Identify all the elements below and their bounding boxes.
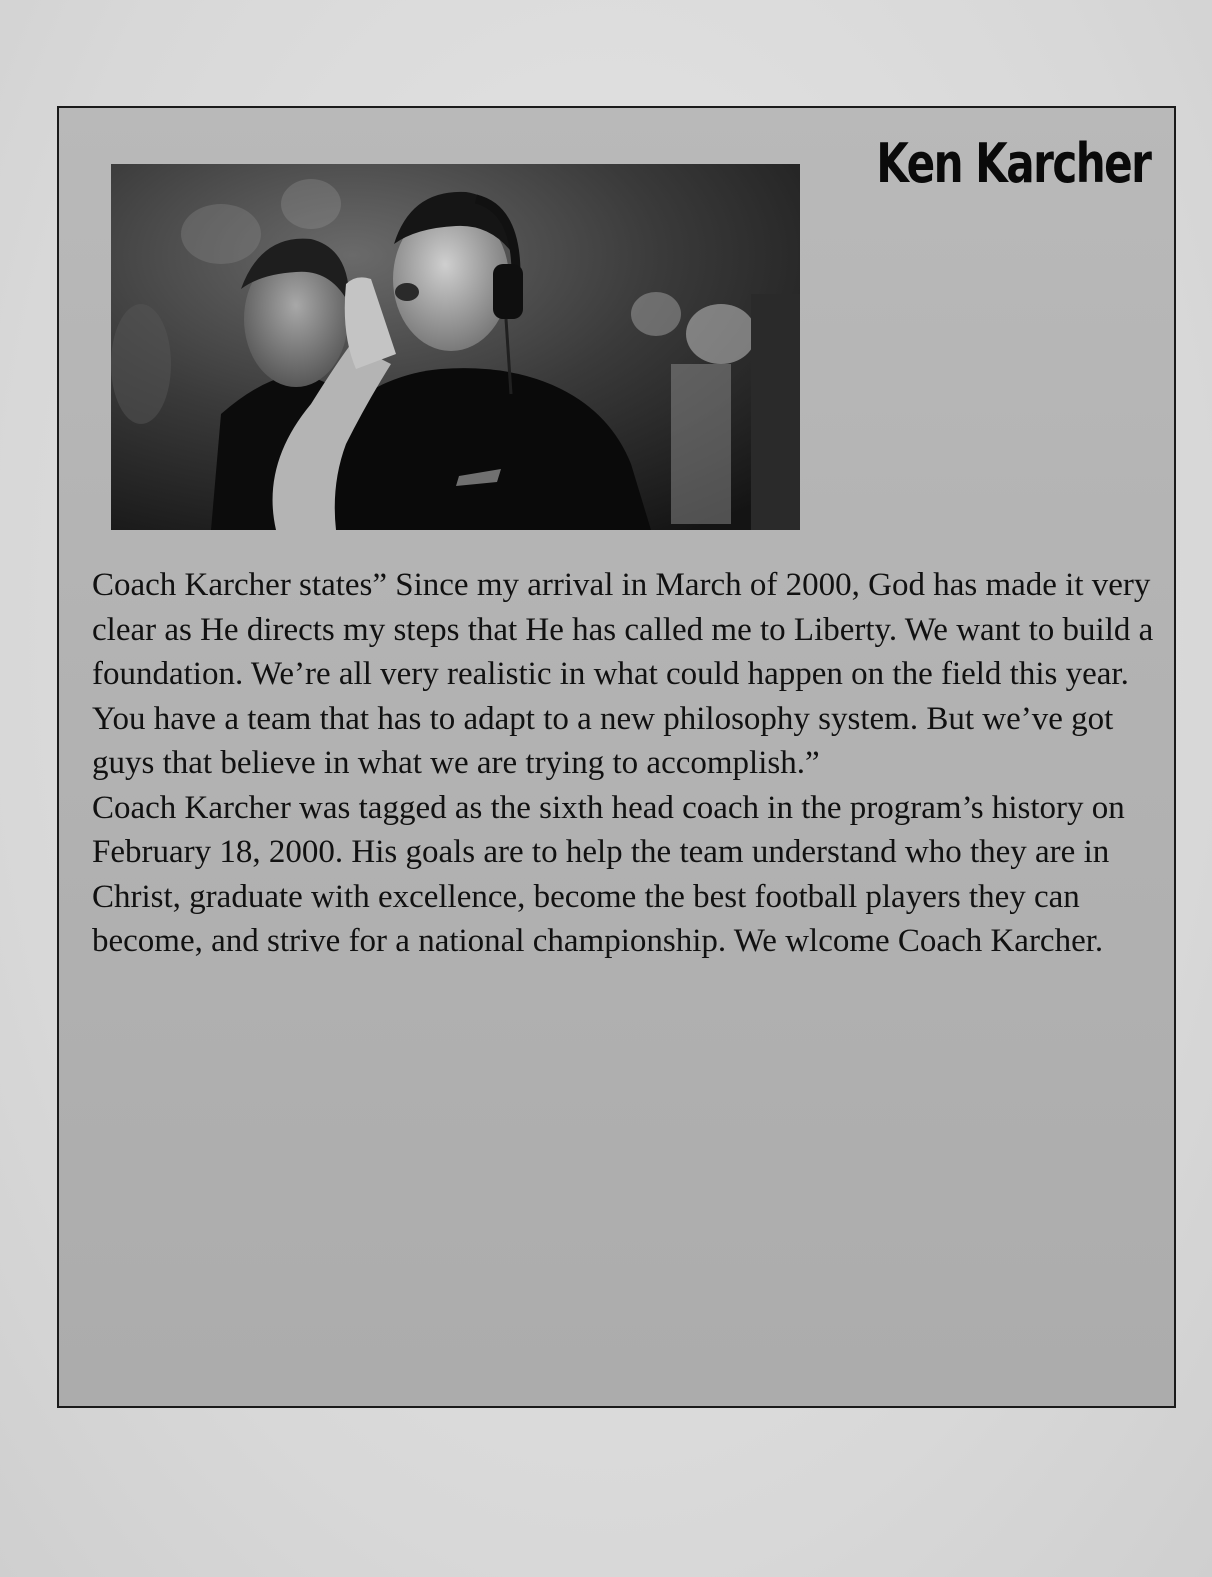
coach-photo (111, 164, 800, 530)
coach-photo-image (111, 164, 800, 530)
profile-panel (57, 106, 1176, 1408)
bio-paragraph-quote: Coach Karcher states” Since my arrival in March of 2000, God has made it very clear as He directs my steps that He has called me to Liberty. We want to build a foundation. We’re all very realistic in what could happen on the field this year. You have a team that has to adapt to a new philosophy system. But we’ve got guys that believe in what we are trying to accomplish.” (92, 567, 1154, 781)
profile-bio (92, 563, 1162, 964)
profile-name-heading: Ken Karcher (875, 132, 1150, 195)
bio-paragraph-summary: Coach Karcher was tagged as the sixth head coach in the program’s history on February 18, 2000. His goals are to help the team understand who they are in Christ, graduate with excellence, become the best football players they can become, and strive for a national championship. We wlcome Coach Karcher. (92, 789, 1125, 959)
